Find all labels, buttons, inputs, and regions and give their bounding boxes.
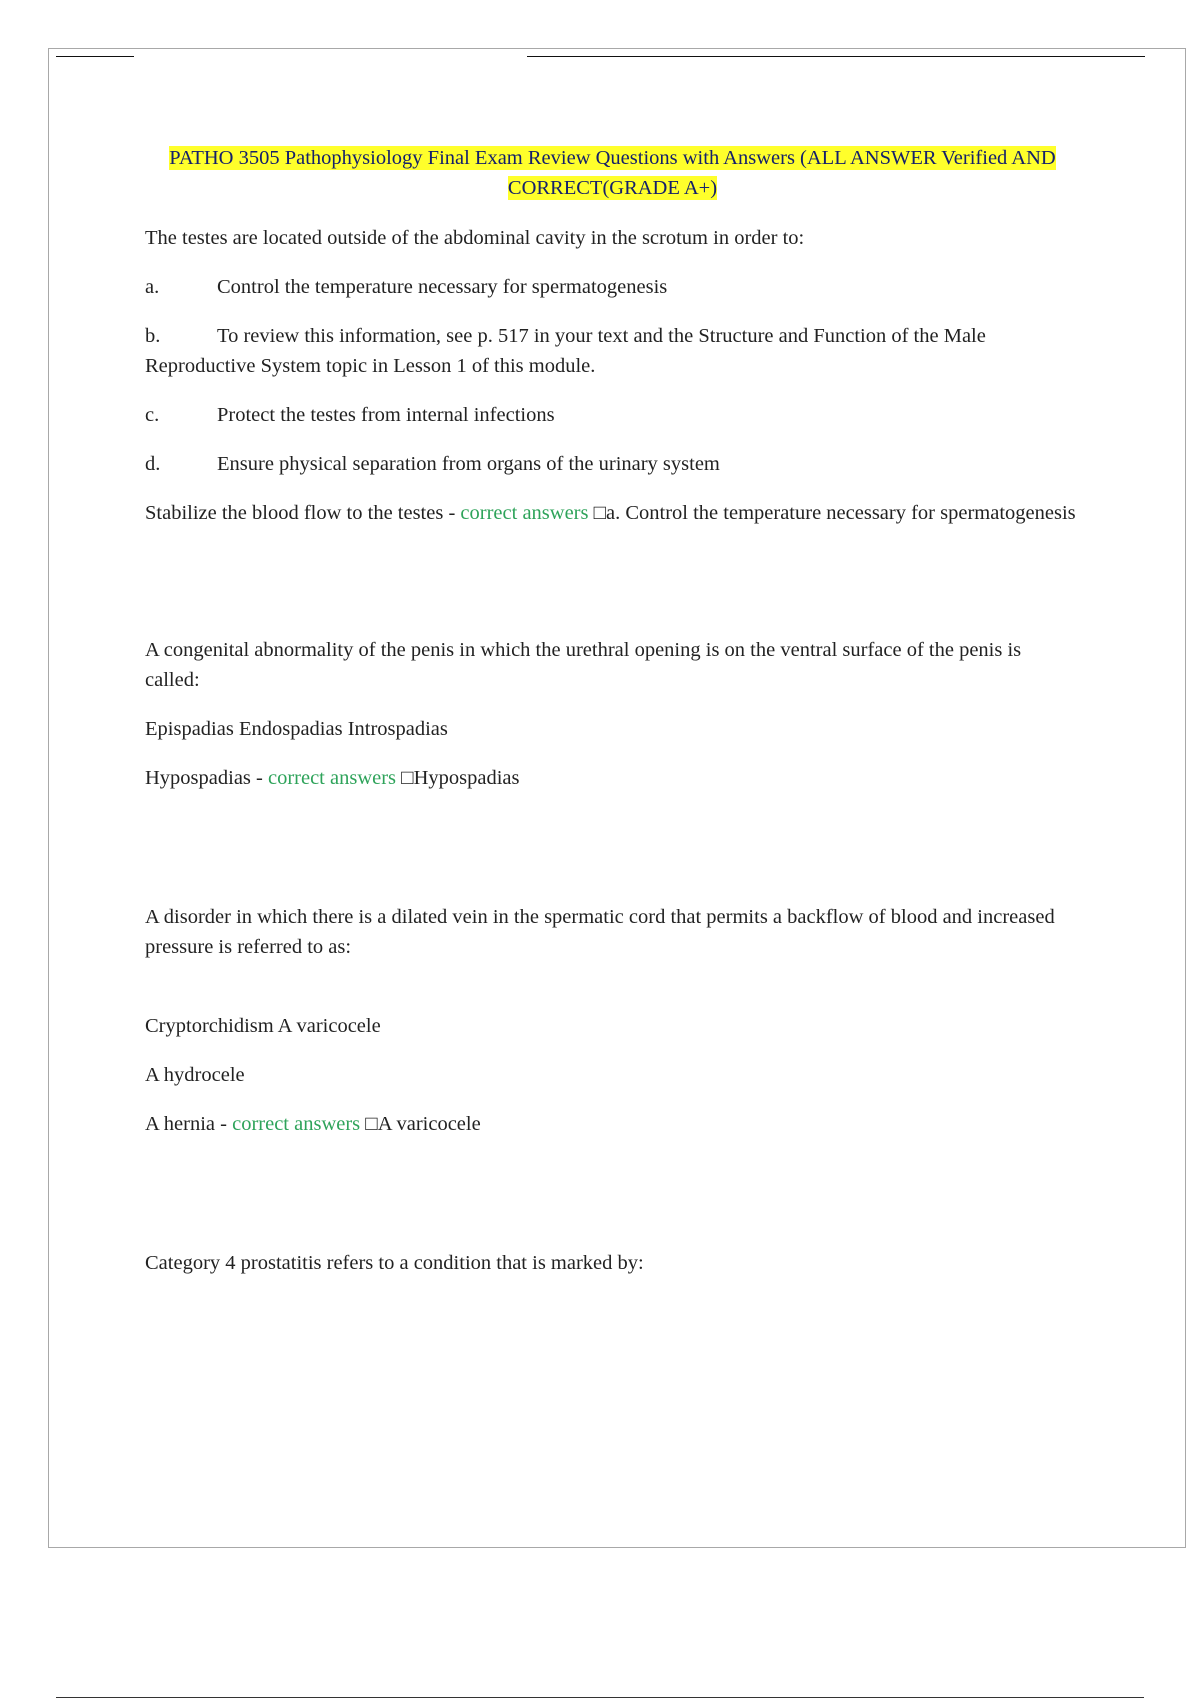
answer-marker: □ (401, 767, 414, 789)
option-letter: c. (145, 404, 160, 426)
option-text: Control the temperature necessary for spermatogenesis (217, 276, 668, 298)
question-2-choices: Epispadias Endospadias Introspadias (145, 718, 448, 740)
question-2: A congenital abnormality of the penis in which the urethral opening is on the ventral surface of the penis is called: (145, 639, 1022, 691)
header-rule-right (527, 56, 1145, 57)
spacer (145, 981, 1080, 1011)
answer-text: A varicocele (377, 1113, 481, 1135)
question-3: A disorder in which there is a dilated vein in the spermatic cord that permits a backflow of blood and increased pressure is referred to as: (145, 906, 1055, 958)
question-3-answer (145, 1109, 1080, 1139)
question-3-choices-2: A hydrocele (145, 1064, 245, 1086)
question-2-answer (145, 763, 1080, 793)
answer-prefix: Hypospadias - (145, 767, 268, 789)
answer-marker: □ (365, 1113, 378, 1135)
answer-marker: □ (593, 502, 606, 524)
option-text: Ensure physical separation from organs of the urinary system (217, 453, 720, 475)
spacer (145, 1158, 1080, 1248)
answer-prefix: A hernia - (145, 1113, 233, 1135)
answer-tag: correct answers (267, 767, 397, 789)
question-1-option-d (145, 449, 1080, 479)
question-1-option-b (145, 321, 1080, 381)
answer-text: a. Control the temperature necessary for spermatogenesis (606, 502, 1076, 524)
document-title (145, 143, 1080, 203)
option-letter: b. (145, 325, 161, 347)
option-text: Protect the testes from internal infections (217, 404, 555, 426)
answer-text: Hypospadias (413, 767, 520, 789)
document-body (145, 143, 1080, 1297)
option-text: To review this information, see p. 517 in your text and the Structure and Function of the Male Reproductive System topic in Lesson 1 of this module. (145, 325, 986, 377)
question-1-answer (145, 498, 1080, 528)
answer-tag: correct answers (232, 1113, 361, 1135)
question-4: Category 4 prostatitis refers to a condition that is marked by: (145, 1252, 644, 1274)
spacer (145, 547, 1080, 635)
footer-rule (56, 1697, 1144, 1698)
option-letter: d. (145, 453, 161, 475)
document-title-text: PATHO 3505 Pathophysiology Final Exam Review Questions with Answers (ALL ANSWER Verified AND CORRECT(GRADE A+) (169, 147, 1056, 199)
answer-prefix: Stabilize the blood flow to the testes - (145, 502, 461, 524)
spacer (145, 812, 1080, 902)
question-1-option-a (145, 272, 1080, 302)
answer-tag: correct answers (460, 502, 589, 524)
option-letter: a. (145, 276, 160, 298)
question-3-choices-1: Cryptorchidism A varicocele (145, 1015, 381, 1037)
question-1: The testes are located outside of the abdominal cavity in the scrotum in order to: (145, 227, 805, 249)
header-rule-left (56, 56, 134, 57)
question-1-option-c (145, 400, 1080, 430)
